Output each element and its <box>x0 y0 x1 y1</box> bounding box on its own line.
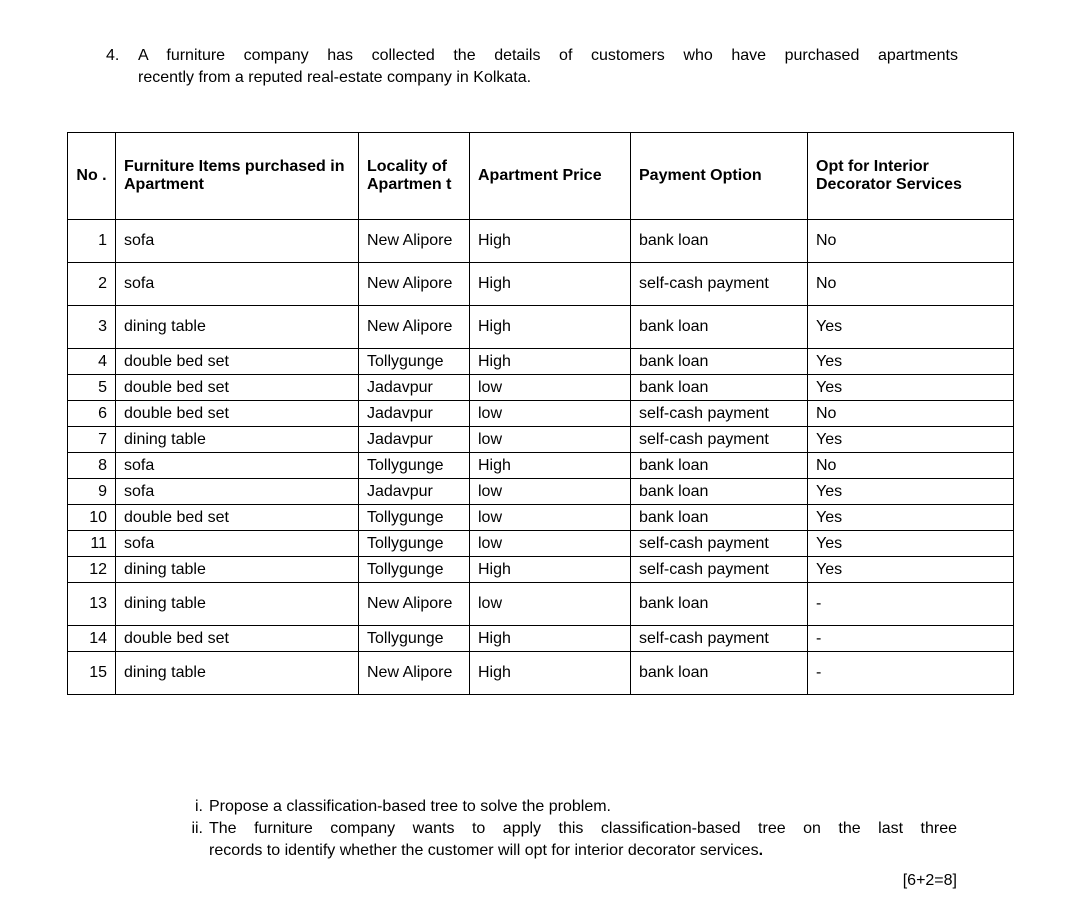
header-furniture-items: Furniture Items purchased in Apartment <box>116 133 359 220</box>
cell-price: low <box>470 505 631 531</box>
cell-furniture: sofa <box>116 453 359 479</box>
cell-payment: self-cash payment <box>631 557 808 583</box>
cell-furniture: dining table <box>116 306 359 349</box>
cell-no: 5 <box>68 375 116 401</box>
table-row <box>68 401 1014 427</box>
cell-price: High <box>470 557 631 583</box>
cell-furniture: sofa <box>116 263 359 306</box>
table-row <box>68 557 1014 583</box>
cell-price: High <box>470 349 631 375</box>
cell-furniture: sofa <box>116 531 359 557</box>
cell-furniture: double bed set <box>116 349 359 375</box>
cell-locality: Jadavpur <box>359 479 470 505</box>
cell-furniture: double bed set <box>116 401 359 427</box>
cell-no: 11 <box>68 531 116 557</box>
cell-payment: bank loan <box>631 583 808 626</box>
table-row <box>68 531 1014 557</box>
cell-locality: New Alipore <box>359 306 470 349</box>
cell-interior: - <box>808 652 1014 695</box>
cell-interior: No <box>808 401 1014 427</box>
cell-furniture: sofa <box>116 479 359 505</box>
header-locality: Locality of Apartmen t <box>359 133 470 220</box>
cell-locality: New Alipore <box>359 652 470 695</box>
cell-no: 1 <box>68 220 116 263</box>
subquestion-i-label: i. <box>195 798 203 815</box>
cell-payment: bank loan <box>631 306 808 349</box>
cell-locality: Tollygunge <box>359 453 470 479</box>
cell-furniture: dining table <box>116 583 359 626</box>
cell-price: low <box>470 531 631 557</box>
table-row <box>68 427 1014 453</box>
cell-interior: Yes <box>808 557 1014 583</box>
table-header-row <box>68 133 1014 220</box>
cell-no: 13 <box>68 583 116 626</box>
table-row <box>68 652 1014 695</box>
table-body <box>68 220 1014 695</box>
cell-no: 2 <box>68 263 116 306</box>
header-apartment-price: Apartment Price <box>470 133 631 220</box>
cell-payment: bank loan <box>631 505 808 531</box>
cell-interior: No <box>808 263 1014 306</box>
subquestion-ii-line1: The furniture company wants to apply this classification-based tree on the last three <box>209 820 957 837</box>
cell-payment: bank loan <box>631 349 808 375</box>
cell-price: High <box>470 652 631 695</box>
cell-price: low <box>470 375 631 401</box>
cell-payment: bank loan <box>631 652 808 695</box>
cell-locality: New Alipore <box>359 583 470 626</box>
cell-no: 10 <box>68 505 116 531</box>
cell-interior: Yes <box>808 306 1014 349</box>
cell-interior: No <box>808 220 1014 263</box>
table-row <box>68 583 1014 626</box>
cell-interior: Yes <box>808 479 1014 505</box>
cell-no: 9 <box>68 479 116 505</box>
cell-payment: self-cash payment <box>631 263 808 306</box>
cell-payment: self-cash payment <box>631 531 808 557</box>
cell-payment: bank loan <box>631 220 808 263</box>
table-row <box>68 263 1014 306</box>
header-payment-option: Payment Option <box>631 133 808 220</box>
cell-no: 14 <box>68 626 116 652</box>
cell-price: low <box>470 479 631 505</box>
header-no: No . <box>68 133 116 220</box>
cell-payment: bank loan <box>631 375 808 401</box>
cell-price: low <box>470 583 631 626</box>
subquestion-ii-line2-wrap <box>209 840 957 862</box>
subquestion-ii-end: . <box>758 842 764 859</box>
cell-furniture: dining table <box>116 427 359 453</box>
cell-payment: self-cash payment <box>631 427 808 453</box>
question-number: 4. <box>106 47 120 64</box>
cell-furniture: dining table <box>116 557 359 583</box>
cell-interior: Yes <box>808 375 1014 401</box>
cell-locality: New Alipore <box>359 263 470 306</box>
subquestion-ii-line2: records to identify whether the customer will opt for interior decorator services <box>209 842 759 859</box>
cell-furniture: double bed set <box>116 375 359 401</box>
question-text-line2: recently from a reputed real-estate company in Kolkata. <box>138 69 532 86</box>
cell-interior: - <box>808 583 1014 626</box>
table-row <box>68 505 1014 531</box>
marks-allocation: [6+2=8] <box>902 872 957 889</box>
table-row <box>68 479 1014 505</box>
subquestion-ii <box>175 818 957 862</box>
cell-price: High <box>470 263 631 306</box>
cell-locality: Tollygunge <box>359 349 470 375</box>
cell-furniture: sofa <box>116 220 359 263</box>
customer-data-table <box>67 132 1014 695</box>
cell-no: 7 <box>68 427 116 453</box>
cell-locality: New Alipore <box>359 220 470 263</box>
subquestion-i-text: Propose a classification-based tree to solve the problem. <box>209 798 611 815</box>
cell-payment: bank loan <box>631 453 808 479</box>
table-row <box>68 375 1014 401</box>
question-4 <box>106 45 958 89</box>
cell-payment: bank loan <box>631 479 808 505</box>
cell-locality: Tollygunge <box>359 626 470 652</box>
cell-price: High <box>470 220 631 263</box>
cell-locality: Jadavpur <box>359 401 470 427</box>
cell-payment: self-cash payment <box>631 401 808 427</box>
cell-price: High <box>470 626 631 652</box>
cell-interior: No <box>808 453 1014 479</box>
cell-locality: Jadavpur <box>359 375 470 401</box>
cell-interior: Yes <box>808 427 1014 453</box>
cell-price: low <box>470 427 631 453</box>
cell-price: low <box>470 401 631 427</box>
cell-interior: Yes <box>808 531 1014 557</box>
subquestion-ii-label: ii. <box>191 820 203 837</box>
cell-no: 3 <box>68 306 116 349</box>
table-row <box>68 453 1014 479</box>
cell-price: High <box>470 306 631 349</box>
cell-locality: Tollygunge <box>359 557 470 583</box>
subquestion-i <box>175 796 957 818</box>
table-row <box>68 626 1014 652</box>
cell-interior: Yes <box>808 349 1014 375</box>
cell-furniture: dining table <box>116 652 359 695</box>
cell-no: 15 <box>68 652 116 695</box>
cell-no: 12 <box>68 557 116 583</box>
cell-no: 4 <box>68 349 116 375</box>
cell-furniture: double bed set <box>116 505 359 531</box>
cell-locality: Tollygunge <box>359 505 470 531</box>
table-row <box>68 349 1014 375</box>
cell-payment: self-cash payment <box>631 626 808 652</box>
table-row <box>68 306 1014 349</box>
cell-locality: Jadavpur <box>359 427 470 453</box>
subquestions <box>175 796 957 862</box>
cell-price: High <box>470 453 631 479</box>
question-text-line1: A furniture company has collected the details of customers who have purchased apartments <box>138 47 958 64</box>
cell-no: 8 <box>68 453 116 479</box>
question-text <box>138 45 958 89</box>
cell-interior: Yes <box>808 505 1014 531</box>
cell-furniture: double bed set <box>116 626 359 652</box>
table-row <box>68 220 1014 263</box>
cell-no: 6 <box>68 401 116 427</box>
header-interior-decorator: Opt for Interior Decorator Services <box>808 133 1014 220</box>
cell-interior: - <box>808 626 1014 652</box>
cell-locality: Tollygunge <box>359 531 470 557</box>
